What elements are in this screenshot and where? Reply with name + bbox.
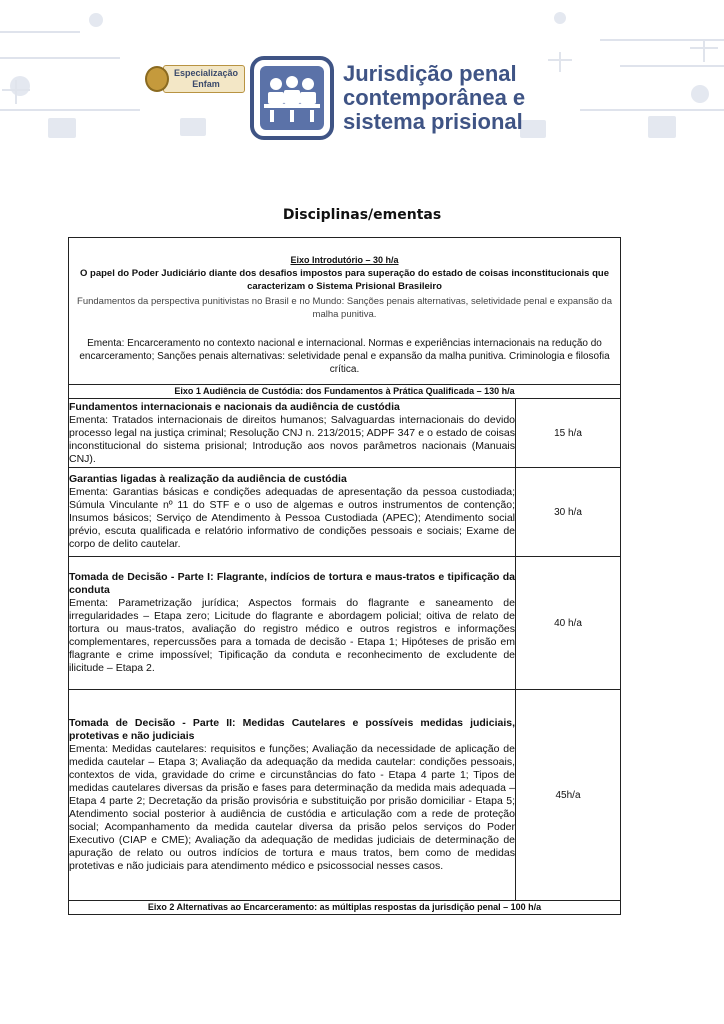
- badge-label: [163, 65, 245, 93]
- intro-ementa: Ementa: Encarceramento no contexto nacional e internacional. Normas e experiências internacionais na redução do encarceramento; Sanções penais alternativas: seletividade penal e expansão da malha punitiva. Criminologia e filosofia crítica.: [79, 337, 610, 375]
- header-banner: [0, 0, 724, 160]
- table-row: [69, 557, 621, 690]
- module-cell: [69, 468, 516, 557]
- module-hours: 45h/a: [516, 690, 621, 901]
- module-title: Tomada de Decisão - Parte I: Flagrante, indícios de tortura e maus-tratos e tipificação da conduta: [69, 571, 515, 596]
- badge-line-1: Especialização: [173, 68, 238, 78]
- course-title-line-1: Jurisdição penal: [343, 61, 517, 86]
- table-row: [69, 468, 621, 557]
- module-hours: 40 h/a: [516, 557, 621, 690]
- court-logo-icon: [250, 56, 334, 140]
- badge-line-2: Enfam: [192, 79, 220, 89]
- module-title: Garantias ligadas à realização da audiência de custódia: [69, 473, 347, 485]
- axis1-row: [69, 385, 621, 399]
- disciplines-table: [68, 237, 621, 915]
- module-cell: [69, 690, 516, 901]
- course-title-line-3: sistema prisional: [343, 109, 523, 134]
- course-title: [343, 62, 525, 134]
- module-title: Fundamentos internacionais e nacionais da audiência de custódia: [69, 400, 400, 413]
- module-ementa: Ementa: Medidas cautelares: requisitos e funções; Avaliação da necessidade de aplicação de medida cautelar – Etapa 3; Avaliação da adequação da medida cautelar: condições pessoais, contextos de vida, gravidade do crime e circunstâncias do fato - Etapa 4 parte 1; Tipos de medidas cautelares diversas da prisão e fases para determinação da medida mais adequada – Etapa 4 parte 2; Decretação da prisão provisória e substituição por prisão domiciliar - Etapa 5; Atendimento social posterior à audiência de custódia e articulação com a rede de proteção social; Acompanhamento da medida cautelar diversa da prisão pelos serviços do Poder Executivo (CIAP e CME); Avaliação da adequação de medidas judiciais de determinação de apuração de relato ou outros indícios de tortura e maus tratos, bem como de medidas protetivas e não judiciais para atendimento médico e psicossocial nesses casos.: [69, 743, 515, 872]
- axis1-title: Eixo 1 Audiência de Custódia: dos Fundamentos à Prática Qualificada – 130 h/a: [69, 385, 621, 399]
- module-ementa: Ementa: Tratados internacionais de direitos humanos; Salvaguardas internacionais do devido processo legal na justiça criminal; Resolução CNJ n. 213/2015; ADPF 347 e o estado de coisas inconstitucional do sistema prisional; Introdução aos novos parâmetros nacionais (Manuais CNJ).: [69, 413, 515, 465]
- axis2-title: Eixo 2 Alternativas ao Encarceramento: as múltiplas respostas da jurisdição penal – 100 h/a: [69, 901, 621, 915]
- intro-main-title: O papel do Poder Judiciário diante dos desafios impostos para superação do estado de coisas inconstitucionais que caracterizam o Sistema Prisional Brasileiro: [80, 267, 609, 292]
- page-title: Disciplinas/ementas: [282, 207, 442, 223]
- module-cell: [69, 399, 516, 468]
- table-row: [69, 399, 621, 468]
- seal-icon: [145, 66, 169, 92]
- intro-axis-title: Eixo Introdutório – 30 h/a: [290, 254, 399, 265]
- module-ementa: Ementa: Parametrização jurídica; Aspectos formais do flagrante e saneamento de irregularidades – Etapa zero; Licitude do flagrante e abordagem policial; oitiva de relato de tortura ou maus-tratos, avaliação do registro médico e outros registros e informações complementares, repercussões para a tomada de decisão - Etapa 1; Hipóteses de prisão em flagrante e crime impossível; Tipificação da conduta e reconhecimento de excludente de ilicitude – Etapa 2.: [69, 597, 515, 674]
- intro-cell: [69, 238, 621, 385]
- table-row: [69, 690, 621, 901]
- module-ementa: Ementa: Garantias básicas e condições adequadas de apresentação da pessoa custodiada; Súmula Vinculante nº 11 do STF e o uso de algemas e outros instrumentos de contenção; Insumos básicos; Serviço de Atendimento à Pessoa Custodiada (APEC); Atendimento social prévio, escuta qualificada e relatório informativo de condições pessoais e sociais; Exame de corpo de delito cautelar.: [69, 486, 515, 550]
- enfam-badge: [145, 62, 245, 96]
- intro-row: [69, 238, 621, 385]
- intro-subtitle: Fundamentos da perspectiva punitivistas no Brasil e no Mundo: Sanções penais alternativas, seletividade penal e expansão da malha punitiva.: [77, 295, 612, 320]
- module-hours: 15 h/a: [516, 399, 621, 468]
- module-title: Tomada de Decisão - Parte II: Medidas Cautelares e possíveis medidas judiciais, protetivas e não judiciais: [69, 717, 515, 742]
- module-hours: 30 h/a: [516, 468, 621, 557]
- axis2-row: [69, 901, 621, 915]
- course-title-line-2: contemporânea e: [343, 85, 526, 110]
- module-cell: [69, 557, 516, 690]
